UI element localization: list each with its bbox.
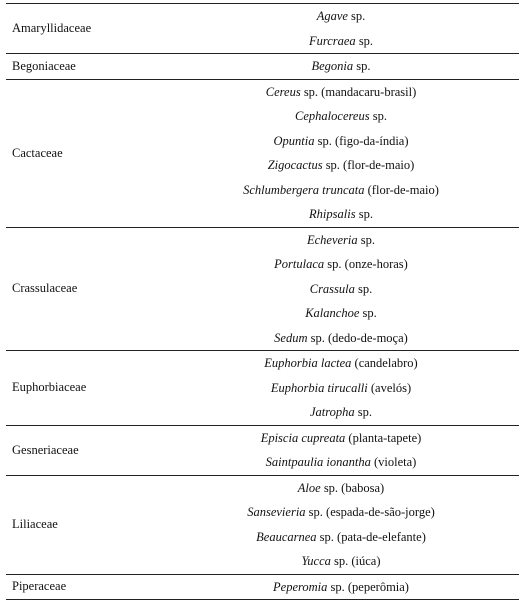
species-list [163,227,519,351]
species-entry [163,80,519,105]
species-entry [163,476,519,501]
table-row [6,4,519,54]
species-entry [163,54,519,79]
species-genus: Zigocactus [267,158,323,172]
species-detail: (planta-tapete) [345,430,422,445]
family-name: Amaryllidaceae [6,4,163,54]
species-entry [163,450,519,475]
species-detail: (candelabro) [351,356,418,370]
table-row [6,79,519,227]
species-detail: sp. (mandacaru-brasil) [300,84,417,99]
species-detail: sp. [359,306,377,320]
species-genus: Kalanchoe [305,306,360,320]
species-genus: Begonia [311,59,354,73]
species-entry [163,525,519,550]
species-list [163,475,519,574]
family-name: Gesneriaceae [6,425,163,475]
species-entry [163,153,519,178]
species-genus: Portulaca [274,257,325,271]
species-detail: sp. (iúca) [330,554,381,568]
species-genus: Jatropha [309,405,355,419]
species-genus: Opuntia [273,133,315,148]
table-row [6,475,519,574]
species-genus: Cephalocereus [295,109,370,123]
species-table [6,3,519,600]
species-entry [163,376,519,401]
species-genus: Yucca [301,554,331,568]
species-entry [163,326,519,351]
species-genus: Echeveria [306,232,358,247]
species-genus: Aloe [297,480,321,495]
species-detail: (flor-de-maio) [364,182,439,197]
species-list [163,54,519,80]
species-detail: sp. (figo-da-índia) [314,133,409,148]
species-detail: sp. [347,9,366,23]
species-entry [163,400,519,425]
species-entry [163,351,519,376]
species-genus: Crassula [309,281,355,296]
species-entry [163,252,519,277]
species-entry [163,104,519,129]
species-genus: Saintpaulia ionantha [265,455,371,469]
family-name: Begoniaceae [6,54,163,80]
species-entry [163,202,519,227]
species-detail: sp. (babosa) [320,480,385,495]
species-detail: sp. [369,109,387,123]
species-entry [163,301,519,326]
species-entry [163,129,519,154]
table-row [6,54,519,80]
species-genus: Rhipsalis [309,207,356,221]
species-detail: sp. [357,232,376,247]
species-genus: Furcraea [308,33,356,48]
species-genus: Sedum [274,330,308,345]
table-body [6,4,519,600]
species-detail: sp. [355,33,374,48]
species-genus: Euphorbia lactea [264,356,352,370]
species-detail: sp. (dedo-de-moça) [307,330,408,345]
species-entry [163,178,519,203]
species-list [163,351,519,426]
species-detail: sp. (espada-de-são-jorge) [305,505,435,519]
species-entry [163,277,519,302]
table-row [6,227,519,351]
table-row [6,574,519,600]
species-list [163,574,519,600]
species-entry [163,228,519,253]
species-genus: Agave [316,9,348,23]
family-name: Cactaceae [6,79,163,227]
family-name: Piperaceae [6,574,163,600]
species-genus: Peperomia [273,579,328,594]
species-detail: sp. (onze-horas) [324,257,408,271]
table-row [6,425,519,475]
species-genus: Schlumbergera truncata [243,182,365,197]
species-detail: sp. [354,405,373,419]
species-entry [163,549,519,574]
species-detail: sp. [354,281,373,296]
species-genus: Episcia cupreata [260,430,346,445]
species-detail: (avelós) [367,380,412,395]
species-genus: Sansevieria [247,505,306,519]
table-row [6,351,519,426]
species-list [163,4,519,54]
species-detail: sp. (pata-de-elefante) [316,529,426,544]
species-detail: sp. [353,59,371,73]
species-list [163,425,519,475]
species-detail: sp. (flor-de-maio) [322,158,415,172]
species-entry [163,426,519,451]
species-entry [163,500,519,525]
species-entry [163,575,519,600]
species-detail: sp. (peperômia) [327,579,409,594]
family-name: Liliaceae [6,475,163,574]
species-genus: Euphorbia tirucalli [270,380,368,395]
species-entry [163,29,519,54]
family-name: Crassulaceae [6,227,163,351]
species-list [163,79,519,227]
species-genus: Beaucarnea [256,529,317,544]
family-name: Euphorbiaceae [6,351,163,426]
species-entry [163,4,519,29]
species-genus: Cereus [265,84,301,99]
species-detail: sp. [355,207,373,221]
species-detail: (violeta) [370,455,417,469]
